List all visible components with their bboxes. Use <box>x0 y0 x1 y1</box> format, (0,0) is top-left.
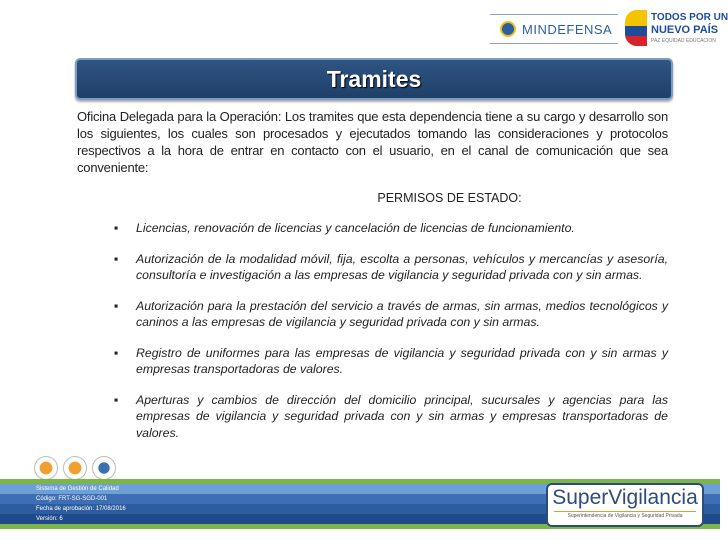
permits-list <box>112 220 668 441</box>
footer-line: Versión: 6 <box>36 516 63 522</box>
item-text: Autorización para la prestación del servicio a través de armas, sin armas, medios tecnológicos y caninos a las empresas de vigilancia y seguridad privada con y sin armas. <box>136 298 668 329</box>
quality-system-info <box>36 484 126 524</box>
gov-logo-line1: TODOS POR UN <box>651 12 728 23</box>
footer-line: Sistema de Gestión de Calidad <box>36 486 119 492</box>
list-item <box>112 345 668 378</box>
supervigilancia-logo <box>546 483 704 527</box>
main-content <box>77 108 668 441</box>
seal-icon <box>500 21 516 37</box>
list-item <box>112 220 668 237</box>
gov-logo-line3: PAZ EQUIDAD EDUCACION <box>651 38 716 44</box>
logo-name: SuperVigilancia <box>552 486 698 509</box>
item-text: Licencias, renovación de licencias y cancelación de licencias de funcionamiento. <box>136 221 575 235</box>
bullet-icon: ▪ <box>114 392 119 407</box>
list-item <box>112 392 668 442</box>
page-title: Tramites <box>75 58 673 100</box>
bullet-icon: ▪ <box>114 345 119 360</box>
bullet-icon: ▪ <box>114 251 119 266</box>
item-text: Autorización de la modalidad móvil, fija, escolta a personas, vehículos y mercancías y asesoría, consultoría e investigación a las empresas de vigilancia y seguridad privada con y sin armas. <box>136 251 668 282</box>
intro-paragraph: Oficina Delegada para la Operación: Los tramites que esta dependencia tiene a su cargo y desarrollo son los siguientes, los cuales son procesados y ejecutados tomando las consideraciones y protocolos respectivos a la hora de entrar en contacto con el usuario, en el canal de comunicación que sea conveniente: <box>77 109 668 175</box>
gov-logo-text <box>651 12 728 45</box>
flag-swoosh-icon <box>625 10 647 46</box>
item-text: Registro de uniformes para las empresas de vigilancia y seguridad privada con y sin armas y empresas transportadoras de valores. <box>136 345 668 376</box>
list-item <box>112 251 668 284</box>
bullet-icon: ▪ <box>114 298 119 313</box>
logo-subtitle: Superintendencia de Vigilancia y Seguridad Privada <box>554 511 696 520</box>
todos-por-un-nuevo-pais-logo <box>625 6 728 50</box>
section-subtitle: PERMISOS DE ESTADO: <box>377 191 522 205</box>
certification-icon <box>63 456 87 480</box>
footer-line: Fecha de aprobación: 17/08/2016 <box>36 506 126 512</box>
mindefensa-logo <box>490 14 618 44</box>
certification-icon <box>34 456 58 480</box>
bullet-icon: ▪ <box>114 221 119 235</box>
item-text: Aperturas y cambios de dirección del domicilio principal, sucursales y agencias para las empresas de vigilancia y seguridad privada con y sin armas y empresas transportadoras de valores. <box>136 392 668 440</box>
footer-line: Código: FRT-SG-SGD-001 <box>36 496 108 502</box>
gov-logo-line2: NUEVO PAÍS <box>651 24 719 36</box>
ministry-name: MINDEFENSA <box>522 21 613 37</box>
list-item <box>112 298 668 331</box>
colombia-map-seal-icon <box>92 456 116 480</box>
